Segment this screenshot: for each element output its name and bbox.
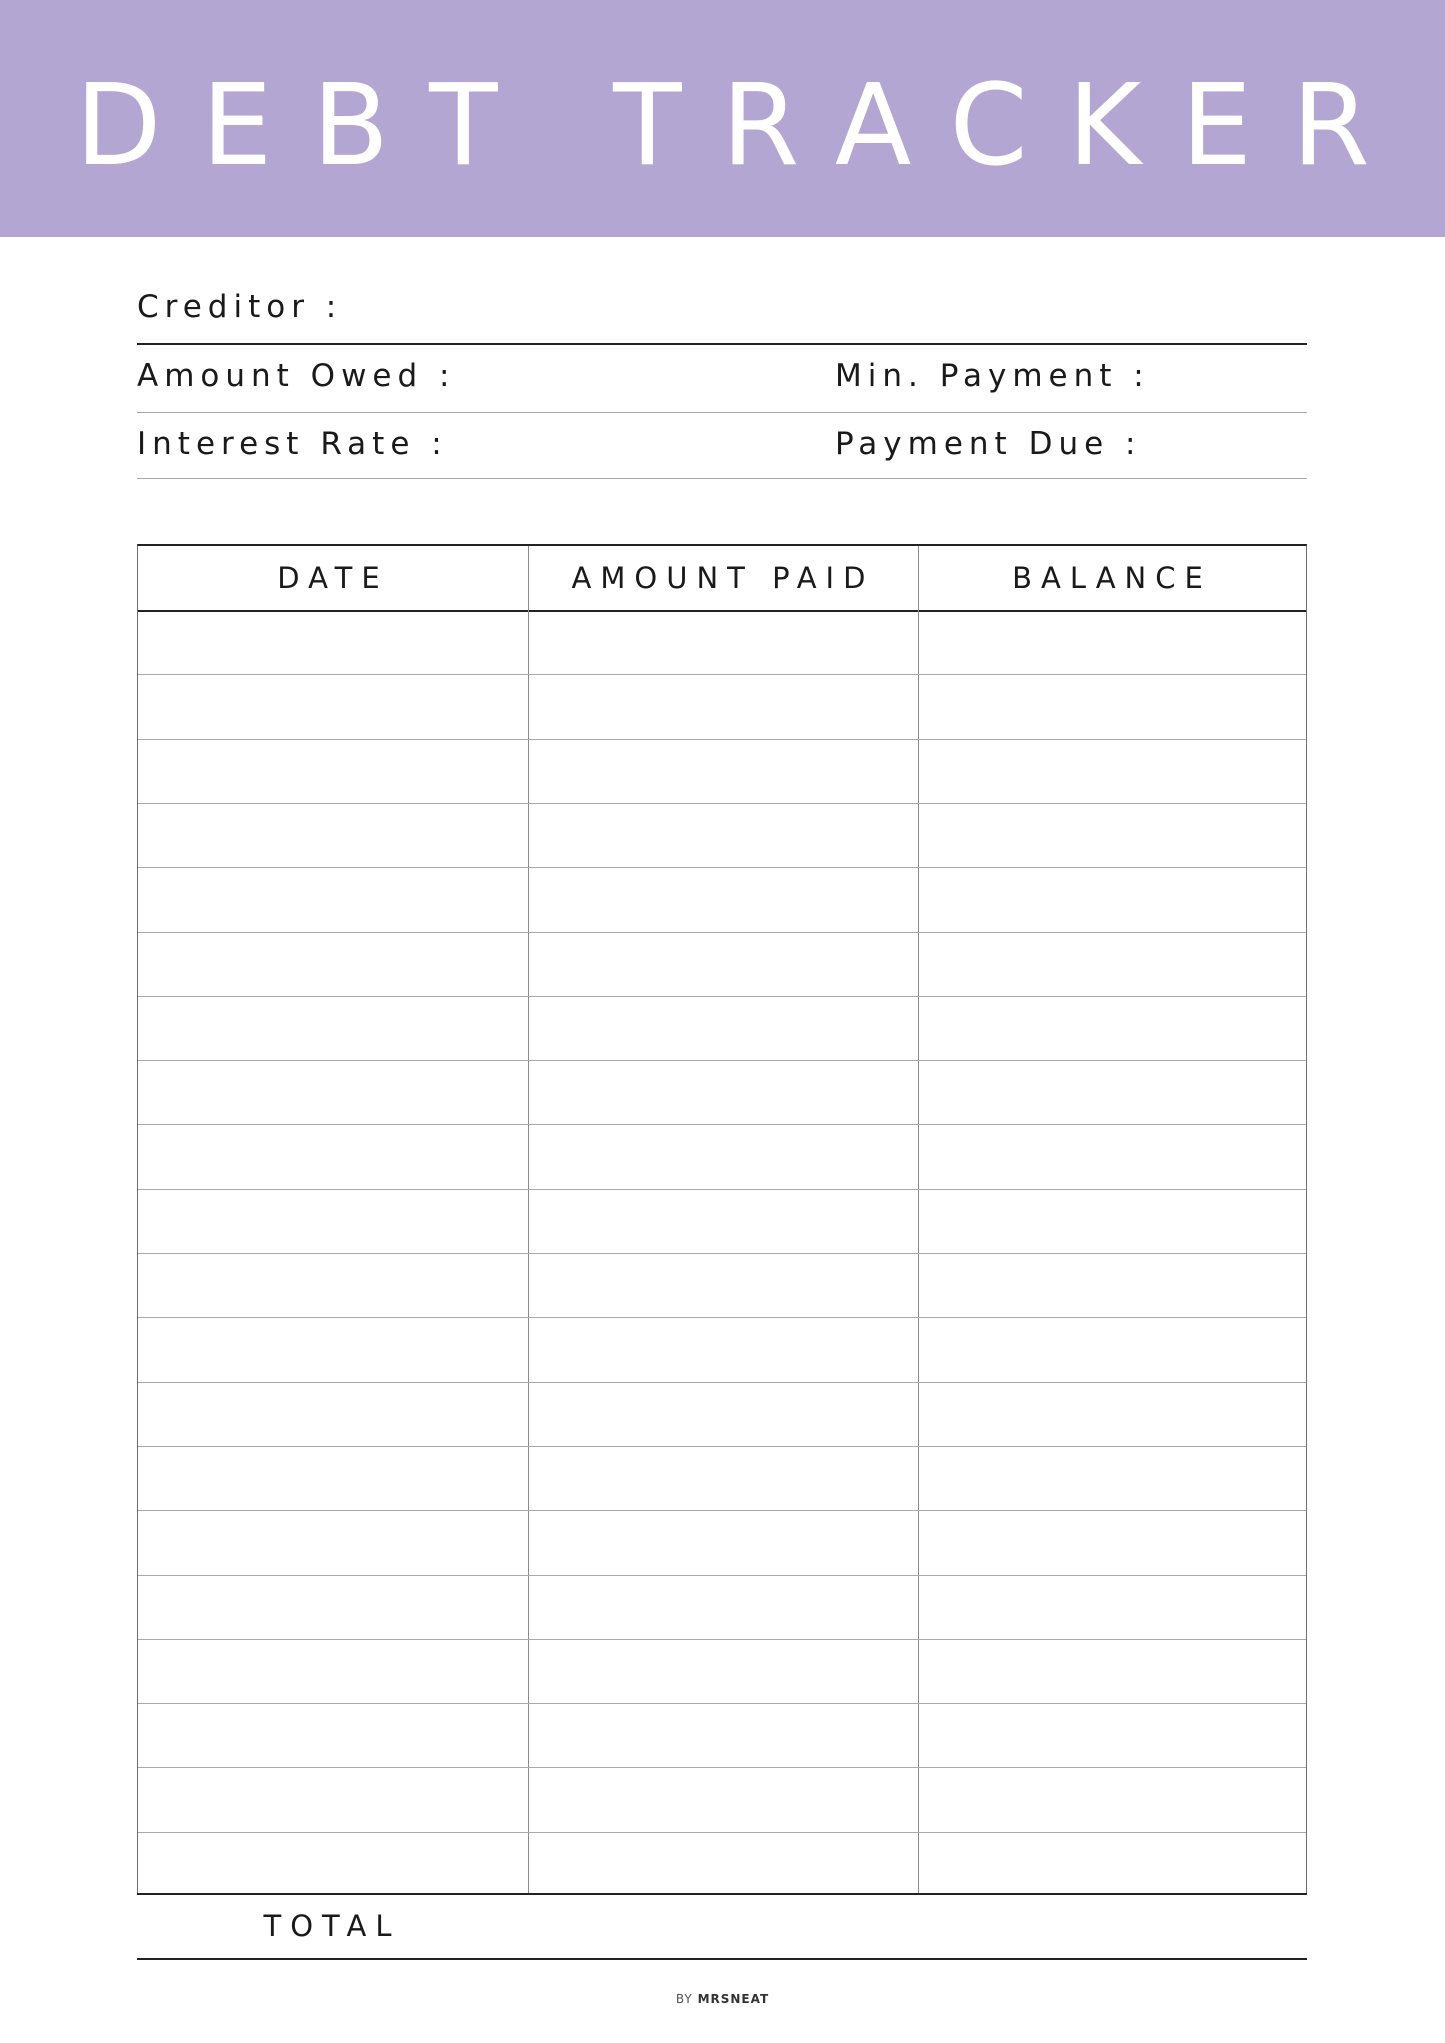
cell-balance[interactable]	[918, 1639, 1306, 1703]
cell-date[interactable]	[138, 674, 528, 738]
cell-amount-paid[interactable]	[528, 674, 918, 738]
cell-balance[interactable]	[918, 1060, 1306, 1124]
cell-balance[interactable]	[918, 1510, 1306, 1574]
cell-date[interactable]	[138, 610, 528, 674]
cell-amount-paid[interactable]	[528, 1124, 918, 1188]
cell-date[interactable]	[138, 996, 528, 1060]
cell-date[interactable]	[138, 1639, 528, 1703]
cell-balance[interactable]	[918, 1767, 1306, 1831]
column-header-balance: BALANCE	[1012, 561, 1212, 595]
payment-ledger-table	[137, 544, 1307, 1894]
cell-amount-paid[interactable]	[528, 1317, 918, 1381]
interest-line[interactable]	[137, 478, 1307, 479]
payment-due-label: Payment Due :	[835, 426, 1142, 462]
cell-balance[interactable]	[918, 1253, 1306, 1317]
amount-owed-label: Amount Owed :	[137, 358, 456, 394]
creditor-label: Creditor :	[137, 289, 343, 325]
cell-balance[interactable]	[918, 610, 1306, 674]
cell-balance[interactable]	[918, 1446, 1306, 1510]
cell-date[interactable]	[138, 1703, 528, 1767]
cell-date[interactable]	[138, 1060, 528, 1124]
cell-balance[interactable]	[918, 932, 1306, 996]
cell-amount-paid[interactable]	[528, 1703, 918, 1767]
cell-amount-paid[interactable]	[528, 932, 918, 996]
column-header-amount-paid: AMOUNT PAID	[571, 561, 875, 595]
amount-line[interactable]	[137, 412, 1307, 413]
cell-balance[interactable]	[918, 1189, 1306, 1253]
cell-balance[interactable]	[918, 867, 1306, 931]
cell-date[interactable]	[138, 1832, 528, 1896]
cell-amount-paid[interactable]	[528, 1446, 918, 1510]
cell-date[interactable]	[138, 803, 528, 867]
cell-amount-paid[interactable]	[528, 1253, 918, 1317]
cell-date[interactable]	[138, 1767, 528, 1831]
total-label: TOTAL	[263, 1909, 401, 1943]
cell-date[interactable]	[138, 932, 528, 996]
cell-amount-paid[interactable]	[528, 1510, 918, 1574]
cell-balance[interactable]	[918, 1317, 1306, 1381]
footer-brand: MRSNEAT	[697, 1992, 770, 2006]
cell-amount-paid[interactable]	[528, 1575, 918, 1639]
cell-amount-paid[interactable]	[528, 996, 918, 1060]
cell-balance[interactable]	[918, 996, 1306, 1060]
min-payment-label: Min. Payment :	[835, 358, 1150, 394]
cell-amount-paid[interactable]	[528, 867, 918, 931]
cell-balance[interactable]	[918, 1575, 1306, 1639]
cell-balance[interactable]	[918, 1382, 1306, 1446]
cell-amount-paid[interactable]	[528, 1060, 918, 1124]
cell-amount-paid[interactable]	[528, 739, 918, 803]
cell-date[interactable]	[138, 1124, 528, 1188]
header-banner	[0, 0, 1445, 237]
footer-by: BY	[675, 1992, 693, 2006]
cell-balance[interactable]	[918, 1124, 1306, 1188]
page-title: DEBT TRACKER	[75, 61, 1410, 191]
interest-rate-label: Interest Rate :	[137, 426, 448, 462]
cell-amount-paid[interactable]	[528, 803, 918, 867]
cell-date[interactable]	[138, 1446, 528, 1510]
creditor-line[interactable]	[137, 343, 1307, 345]
cell-amount-paid[interactable]	[528, 1382, 918, 1446]
cell-date[interactable]	[138, 739, 528, 803]
cell-balance[interactable]	[918, 1703, 1306, 1767]
total-line[interactable]	[137, 1958, 1307, 1960]
cell-balance[interactable]	[918, 803, 1306, 867]
cell-date[interactable]	[138, 867, 528, 931]
cell-date[interactable]	[138, 1317, 528, 1381]
cell-amount-paid[interactable]	[528, 610, 918, 674]
cell-amount-paid[interactable]	[528, 1832, 918, 1896]
cell-amount-paid[interactable]	[528, 1767, 918, 1831]
cell-amount-paid[interactable]	[528, 1639, 918, 1703]
footer-credit	[0, 1992, 1445, 2006]
cell-date[interactable]	[138, 1575, 528, 1639]
cell-balance[interactable]	[918, 739, 1306, 803]
cell-amount-paid[interactable]	[528, 1189, 918, 1253]
column-header-date: DATE	[277, 561, 389, 595]
cell-balance[interactable]	[918, 1832, 1306, 1896]
cell-date[interactable]	[138, 1189, 528, 1253]
cell-date[interactable]	[138, 1382, 528, 1446]
cell-balance[interactable]	[918, 674, 1306, 738]
cell-date[interactable]	[138, 1253, 528, 1317]
cell-date[interactable]	[138, 1510, 528, 1574]
